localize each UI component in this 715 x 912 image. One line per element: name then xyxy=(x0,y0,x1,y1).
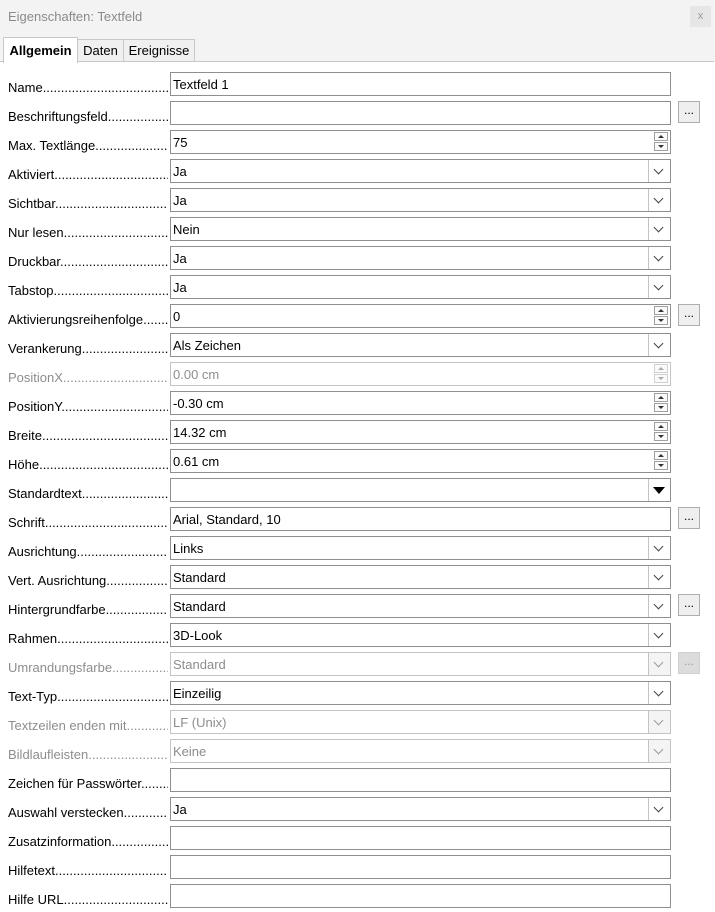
property-label-text: Hilfe URL xyxy=(8,892,64,907)
property-row-schrift xyxy=(0,505,715,534)
property-label-auswahl-verstecken xyxy=(8,805,168,821)
property-label-text: Bildlaufleisten xyxy=(8,747,89,762)
property-row-tabstop xyxy=(0,273,715,302)
property-label-text: Textzeilen enden mit xyxy=(8,718,127,733)
property-label-vert-ausrichtung xyxy=(8,573,168,589)
more-button-umrandungsfarbe: ... xyxy=(678,652,700,674)
property-label-standardtext xyxy=(8,486,168,502)
property-value: 3D-Look xyxy=(173,628,223,643)
more-button-aktivierungsreihenfolge[interactable]: ... xyxy=(678,304,700,326)
property-field-hintergrundfarbe[interactable] xyxy=(170,594,671,618)
property-value: Ja xyxy=(173,164,187,179)
property-label-aktiviert xyxy=(8,167,168,183)
spin-down-icon[interactable] xyxy=(654,403,668,412)
property-label-sichtbar xyxy=(8,196,168,212)
property-field-text-typ[interactable] xyxy=(170,681,671,705)
chevron-down-icon[interactable] xyxy=(648,479,670,501)
property-value: Standard xyxy=(173,657,226,672)
property-row-textzeilen-enden-mit xyxy=(0,708,715,737)
property-label-aktivierungsreihenfolge xyxy=(8,312,168,328)
property-label-name xyxy=(8,80,168,96)
property-value: Ja xyxy=(173,251,187,266)
property-row-sichtbar xyxy=(0,186,715,215)
property-value: 0 xyxy=(173,309,181,324)
property-value: Standard xyxy=(173,599,226,614)
property-field-zeichen-fuer-passwoerter[interactable] xyxy=(170,768,671,792)
property-row-name xyxy=(0,70,715,99)
chevron-down-icon[interactable] xyxy=(648,537,670,559)
chevron-down-icon[interactable] xyxy=(648,595,670,617)
property-label-text: Zeichen für Passwörter xyxy=(8,776,141,791)
property-field-positionx xyxy=(170,362,671,386)
property-label-verankerung xyxy=(8,341,168,357)
property-value: Keine xyxy=(173,744,207,759)
spin-up-icon[interactable] xyxy=(654,451,668,460)
chevron-down-icon xyxy=(648,711,670,733)
property-field-standardtext[interactable] xyxy=(170,478,671,502)
property-row-standardtext xyxy=(0,476,715,505)
chevron-down-icon[interactable] xyxy=(648,624,670,646)
property-row-breite xyxy=(0,418,715,447)
property-field-zusatzinformation[interactable] xyxy=(170,826,671,850)
property-value: Nein xyxy=(173,222,200,237)
property-label-textzeilen-enden-mit xyxy=(8,718,168,734)
property-row-verankerung xyxy=(0,331,715,360)
property-field-schrift[interactable] xyxy=(170,507,671,531)
chevron-down-icon[interactable] xyxy=(648,218,670,240)
property-row-ausrichtung xyxy=(0,534,715,563)
property-label-text: Aktivierungsreihenfolge xyxy=(8,312,144,327)
property-value: Ja xyxy=(173,193,187,208)
more-button-hintergrundfarbe[interactable]: ... xyxy=(678,594,700,616)
property-label-text: Max. Textlänge xyxy=(8,138,96,153)
spin-up-icon[interactable] xyxy=(654,422,668,431)
property-field-umrandungsfarbe xyxy=(170,652,671,676)
property-field-max-textlaenge[interactable] xyxy=(170,130,671,154)
property-label-text: Umrandungsfarbe xyxy=(8,660,113,675)
property-label-hintergrundfarbe xyxy=(8,602,168,618)
property-value: Einzeilig xyxy=(173,686,222,701)
title-bar xyxy=(0,0,715,33)
property-label-text-typ xyxy=(8,689,168,705)
chevron-down-icon[interactable] xyxy=(648,276,670,298)
property-value: Ja xyxy=(173,280,187,295)
property-field-ausrichtung[interactable] xyxy=(170,536,671,560)
window-title: Eigenschaften: Textfeld xyxy=(8,9,143,24)
property-row-aktiviert xyxy=(0,157,715,186)
property-row-max-textlaenge xyxy=(0,128,715,157)
property-value: -0.30 cm xyxy=(173,396,224,411)
property-row-hoehe xyxy=(0,447,715,476)
chevron-down-icon[interactable] xyxy=(648,334,670,356)
property-row-auswahl-verstecken xyxy=(0,795,715,824)
property-row-rahmen xyxy=(0,621,715,650)
property-label-ausrichtung xyxy=(8,544,168,560)
spin-buttons xyxy=(652,421,670,443)
property-label-text: Text-Typ xyxy=(8,689,58,704)
property-field-beschriftungsfeld[interactable] xyxy=(170,101,671,125)
property-row-text-typ xyxy=(0,679,715,708)
property-row-nur-lesen xyxy=(0,215,715,244)
property-value: 0.00 cm xyxy=(173,367,220,382)
property-label-positiony xyxy=(8,399,168,415)
property-field-hoehe[interactable] xyxy=(170,449,671,473)
property-label-hilfe-url xyxy=(8,892,168,908)
property-label-text: Aktiviert xyxy=(8,167,55,182)
property-label-zusatzinformation xyxy=(8,834,168,850)
property-field-rahmen[interactable] xyxy=(170,623,671,647)
property-label-text: Schrift xyxy=(8,515,45,530)
property-label-positionx xyxy=(8,370,168,386)
property-value: Ja xyxy=(173,802,187,817)
property-value: Als Zeichen xyxy=(173,338,241,353)
close-button[interactable]: x xyxy=(690,6,711,27)
property-label-text: Rahmen xyxy=(8,631,58,646)
property-label-text: Hintergrundfarbe xyxy=(8,602,106,617)
property-value: 14.32 cm xyxy=(173,425,227,440)
property-row-positiony xyxy=(0,389,715,418)
spin-buttons xyxy=(652,363,670,385)
property-label-text: Standardtext xyxy=(8,486,82,501)
spin-down-icon[interactable] xyxy=(654,461,668,470)
spin-buttons xyxy=(652,450,670,472)
property-row-zusatzinformation xyxy=(0,824,715,853)
property-row-zeichen-fuer-passwoerter xyxy=(0,766,715,795)
property-field-bildlaufleisten xyxy=(170,739,671,763)
property-label-text: Vert. Ausrichtung xyxy=(8,573,107,588)
property-field-auswahl-verstecken[interactable] xyxy=(170,797,671,821)
more-button-beschriftungsfeld[interactable]: ... xyxy=(678,101,700,123)
property-label-text: Auswahl verstecken xyxy=(8,805,124,820)
chevron-down-icon[interactable] xyxy=(648,682,670,704)
property-label-text: Tabstop xyxy=(8,283,54,298)
property-label-text: Zusatzinformation xyxy=(8,834,112,849)
spin-down-icon xyxy=(654,374,668,383)
chevron-down-icon[interactable] xyxy=(648,566,670,588)
spin-down-icon[interactable] xyxy=(654,316,668,325)
spin-buttons xyxy=(652,305,670,327)
property-label-text: Höhe xyxy=(8,457,40,472)
property-label-text: Druckbar xyxy=(8,254,61,269)
property-label-schrift xyxy=(8,515,168,531)
spin-up-icon[interactable] xyxy=(654,306,668,315)
property-label-nur-lesen xyxy=(8,225,168,241)
property-field-positiony[interactable] xyxy=(170,391,671,415)
property-value: Links xyxy=(173,541,204,556)
property-label-text: Nur lesen xyxy=(8,225,64,240)
property-label-beschriftungsfeld xyxy=(8,109,168,125)
property-row-positionx xyxy=(0,360,715,389)
property-label-bildlaufleisten xyxy=(8,747,168,763)
chevron-down-icon[interactable] xyxy=(648,798,670,820)
property-field-hilfe-url[interactable] xyxy=(170,884,671,908)
chevron-down-icon xyxy=(648,740,670,762)
property-label-rahmen xyxy=(8,631,168,647)
spin-down-icon[interactable] xyxy=(654,142,668,151)
property-value: Arial, Standard, 10 xyxy=(173,512,281,527)
chevron-down-icon[interactable] xyxy=(648,160,670,182)
property-label-breite xyxy=(8,428,168,444)
more-button-schrift[interactable]: ... xyxy=(678,507,700,529)
property-field-nur-lesen[interactable] xyxy=(170,217,671,241)
property-field-verankerung[interactable] xyxy=(170,333,671,357)
chevron-down-icon[interactable] xyxy=(648,189,670,211)
property-row-druckbar xyxy=(0,244,715,273)
property-row-hintergrundfarbe xyxy=(0,592,715,621)
spin-buttons xyxy=(652,392,670,414)
property-label-max-textlaenge xyxy=(8,138,168,154)
property-label-text: Name xyxy=(8,80,43,95)
chevron-down-icon xyxy=(648,653,670,675)
property-value: 0.61 cm xyxy=(173,454,220,469)
property-label-text: PositionY xyxy=(8,399,62,414)
property-label-druckbar xyxy=(8,254,168,270)
property-row-umrandungsfarbe xyxy=(0,650,715,679)
property-row-beschriftungsfeld xyxy=(0,99,715,128)
property-row-aktivierungsreihenfolge xyxy=(0,302,715,331)
property-value: 75 xyxy=(173,135,188,150)
tab-daten[interactable]: Daten xyxy=(77,39,124,62)
property-label-umrandungsfarbe xyxy=(8,660,168,676)
property-field-breite[interactable] xyxy=(170,420,671,444)
property-field-hilfetext[interactable] xyxy=(170,855,671,879)
property-field-name[interactable] xyxy=(170,72,671,96)
property-field-aktivierungsreihenfolge[interactable] xyxy=(170,304,671,328)
property-field-vert-ausrichtung[interactable] xyxy=(170,565,671,589)
property-value: Textfeld 1 xyxy=(173,77,229,92)
property-label-hilfetext xyxy=(8,863,168,879)
property-label-text: Beschriftungsfeld xyxy=(8,109,108,124)
spin-up-icon[interactable] xyxy=(654,132,668,141)
property-label-text: Breite xyxy=(8,428,42,443)
properties-panel xyxy=(0,61,714,912)
property-value: Standard xyxy=(173,570,226,585)
property-row-vert-ausrichtung xyxy=(0,563,715,592)
property-label-hoehe xyxy=(8,457,168,473)
property-row-bildlaufleisten xyxy=(0,737,715,766)
property-field-druckbar[interactable] xyxy=(170,246,671,270)
property-label-text: Verankerung xyxy=(8,341,82,356)
spin-buttons xyxy=(652,131,670,153)
property-field-textzeilen-enden-mit xyxy=(170,710,671,734)
property-row-hilfetext xyxy=(0,853,715,882)
property-label-text: Ausrichtung xyxy=(8,544,77,559)
tab-ereignisse[interactable]: Ereignisse xyxy=(123,39,195,62)
property-label-text: Hilfetext xyxy=(8,863,55,878)
property-label-text: Sichtbar xyxy=(8,196,55,211)
spin-down-icon[interactable] xyxy=(654,432,668,441)
property-label-text: PositionX xyxy=(8,370,63,385)
spin-up-icon xyxy=(654,364,668,373)
property-label-zeichen-fuer-passwoerter xyxy=(8,776,168,792)
property-field-sichtbar[interactable] xyxy=(170,188,671,212)
property-row-hilfe-url xyxy=(0,882,715,911)
spin-up-icon[interactable] xyxy=(654,393,668,402)
property-label-tabstop xyxy=(8,283,168,299)
tab-allgemein[interactable]: Allgemein xyxy=(3,37,78,63)
property-value: LF (Unix) xyxy=(173,715,227,730)
property-field-aktiviert[interactable] xyxy=(170,159,671,183)
chevron-down-icon[interactable] xyxy=(648,247,670,269)
property-field-tabstop[interactable] xyxy=(170,275,671,299)
